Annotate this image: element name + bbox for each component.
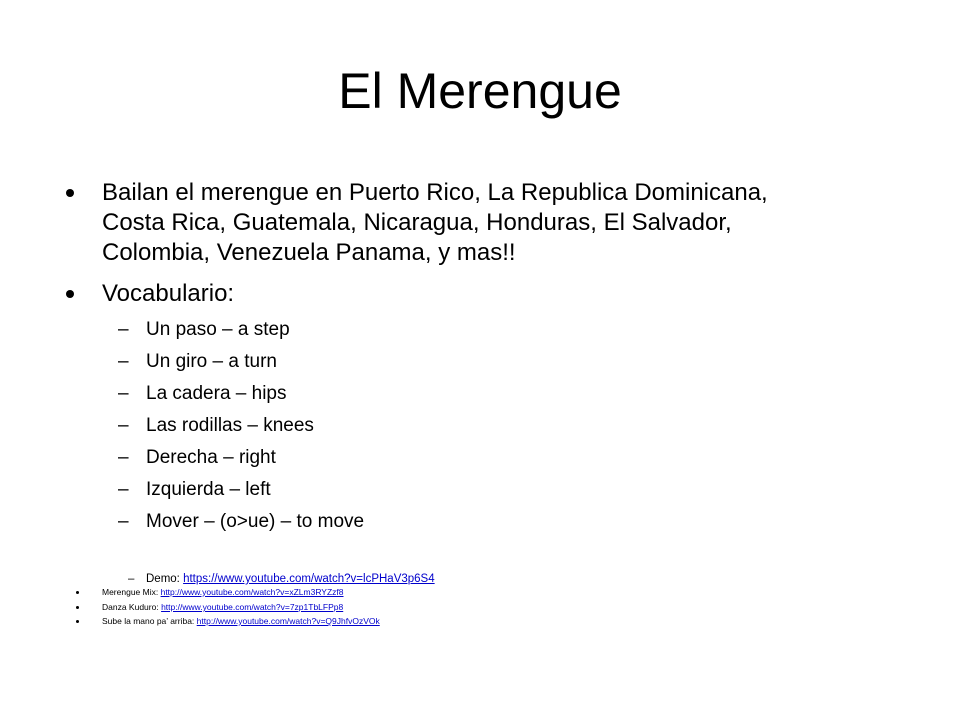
vocab-item: Un paso – a step bbox=[146, 319, 290, 340]
vocab-item: La cadera – hips bbox=[146, 383, 287, 404]
bullet-dot bbox=[66, 290, 74, 298]
sub-bullet-dash: – bbox=[118, 383, 129, 404]
vocab-item: Mover – (o>ue) – to move bbox=[146, 511, 365, 532]
vocab-item: Izquierda – left bbox=[146, 479, 271, 500]
link-line bbox=[102, 602, 343, 613]
bullet-text-line: Costa Rica, Guatemala, Nicaragua, Honduras, El Salvador, bbox=[102, 209, 732, 236]
bullet-dot bbox=[76, 591, 79, 594]
bullet-text-line: Colombia, Venezuela Panama, y mas!! bbox=[102, 239, 516, 266]
sub-bullet-dash: – bbox=[118, 319, 129, 340]
bullet-dot bbox=[76, 620, 79, 623]
link-line bbox=[102, 587, 344, 598]
sub-bullet-dash: – bbox=[118, 415, 129, 436]
slide-title: El Merengue bbox=[338, 63, 622, 119]
bullet-text-line: Bailan el merengue en Puerto Rico, La Republica Dominicana, bbox=[102, 179, 768, 206]
sube-la-mano-link[interactable]: http://www.youtube.com/watch?v=Q9JhfvOzVOk bbox=[196, 616, 380, 626]
merengue-mix-link[interactable]: http://www.youtube.com/watch?v=xZLm3RYZzf8 bbox=[160, 587, 344, 597]
sub-bullet-dash: – bbox=[128, 573, 135, 585]
demo-label: Demo: bbox=[146, 573, 184, 585]
demo-link[interactable]: https://www.youtube.com/watch?v=lcPHaV3p6S4 bbox=[183, 573, 435, 585]
sub-bullet-dash: – bbox=[118, 447, 129, 468]
vocab-item: Derecha – right bbox=[146, 447, 276, 468]
sub-bullet-dash: – bbox=[118, 479, 129, 500]
bullet-dot bbox=[76, 606, 79, 609]
vocab-item: Las rodillas – knees bbox=[146, 415, 314, 436]
sub-bullet-dash: – bbox=[118, 351, 129, 372]
link-label: Merengue Mix: bbox=[102, 587, 161, 597]
link-label: Danza Kuduro: bbox=[102, 602, 162, 612]
demo-line bbox=[146, 572, 435, 586]
bullet-dot bbox=[66, 189, 74, 197]
vocab-item: Un giro – a turn bbox=[146, 351, 277, 372]
sub-bullet-dash: – bbox=[118, 511, 129, 532]
link-line bbox=[102, 616, 380, 627]
link-label: Sube la mano pa’ arriba: bbox=[102, 616, 197, 626]
bullet-text-line: Vocabulario: bbox=[102, 280, 235, 307]
danza-kuduro-link[interactable]: http://www.youtube.com/watch?v=7zp1TbLFPp8 bbox=[161, 602, 344, 612]
